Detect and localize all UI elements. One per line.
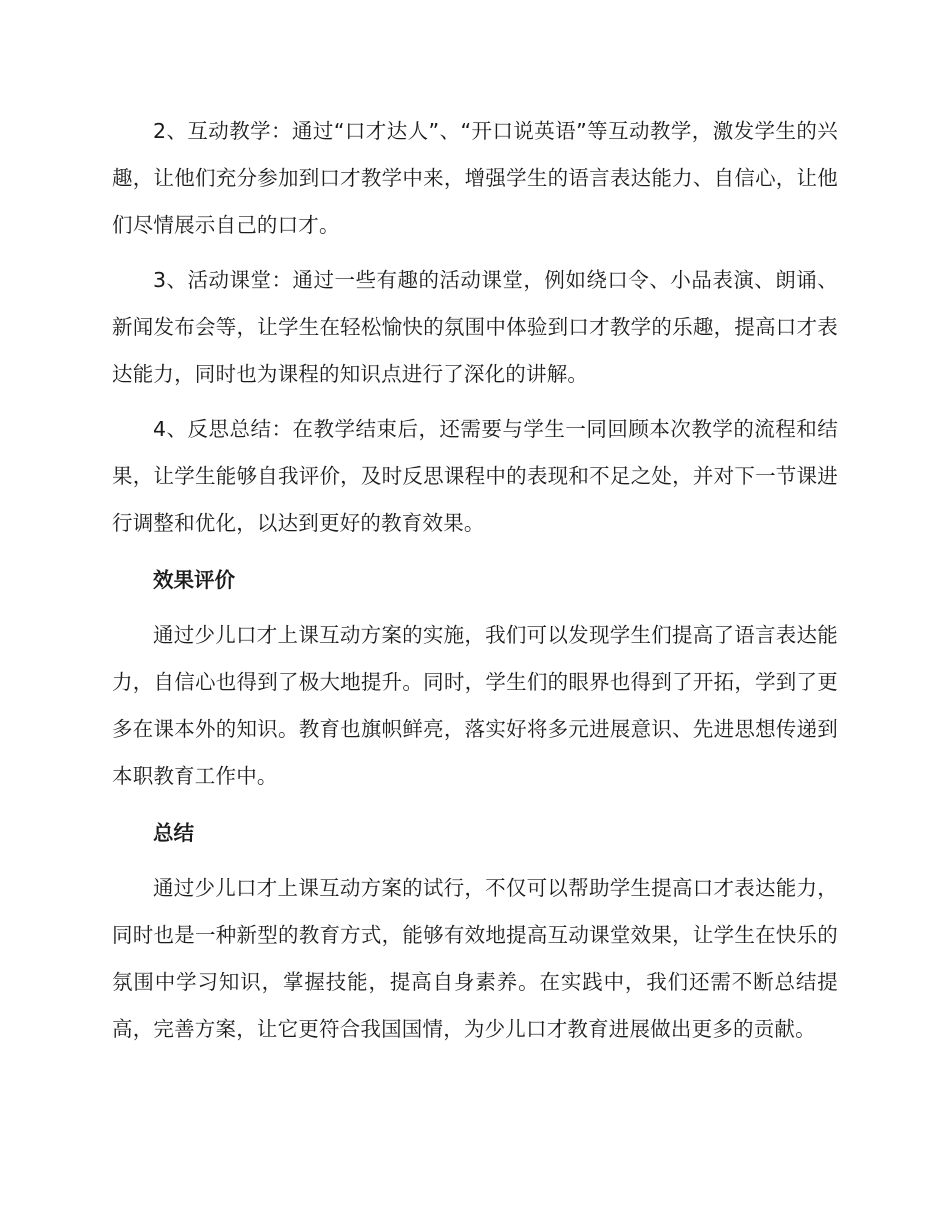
paragraph-interactive-teaching: 2、互动教学：通过“口才达人”、“开口说英语”等互动教学，激发学生的兴趣，让他们充分参加到口才教学中来，增强学生的语言表达能力、自信心，让他们尽情展示自己的口才。	[112, 119, 838, 237]
document-page	[112, 108, 838, 1053]
paragraph-evaluation-body: 通过少儿口才上课互动方案的实施，我们可以发现学生们提高了语言表达能力，自信心也得到了极大地提升。同时，学生们的眼界也得到了开拓，学到了更多在课本外的知识。教育也旗帜鲜亮，落实好将多元进展意识、先进思想传递到本职教育工作中。	[112, 623, 838, 788]
heading-summary: 总结	[153, 821, 194, 845]
paragraph-activity-classroom: 3、活动课堂：通过一些有趣的活动课堂，例如绕口令、小品表演、朗诵、新闻发布会等，让学生在轻松愉快的氛围中体验到口才教学的乐趣，提高口才表达能力，同时也为课程的知识点进行了深化的讲解。	[112, 268, 838, 386]
paragraph-summary-body: 通过少儿口才上课互动方案的试行，不仅可以帮助学生提高口才表达能力，同时也是一种新型的教育方式，能够有效地提高互动课堂效果，让学生在快乐的氛围中学习知识，掌握技能，提高自身素养。在实践中，我们还需不断总结提高，完善方案，让它更符合我国国情，为少儿口才教育进展做出更多的贡献。	[112, 876, 838, 1041]
paragraph-reflection-summary: 4、反思总结：在教学结束后，还需要与学生一同回顾本次教学的流程和结果，让学生能够自我评价，及时反思课程中的表现和不足之处，并对下一节课进行调整和优化，以达到更好的教育效果。	[112, 417, 838, 535]
heading-effect-evaluation: 效果评价	[153, 568, 235, 592]
